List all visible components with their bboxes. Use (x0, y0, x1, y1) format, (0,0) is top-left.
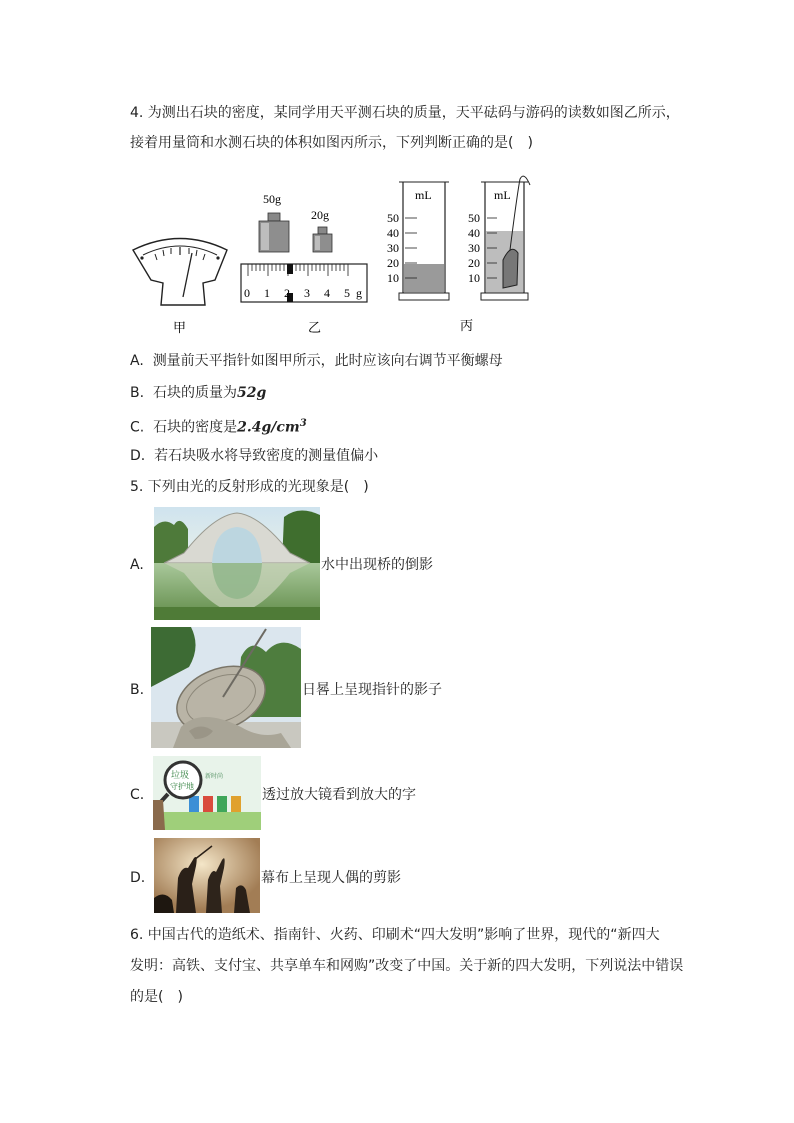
option-text: 石块的质量为 (152, 385, 237, 401)
q5-option-b-letter: B. (130, 682, 145, 698)
q5-option-c-letter: C. (130, 787, 145, 803)
option-math: 52g (236, 385, 267, 401)
magnifier-sign-text-2: 守护地 (170, 782, 194, 791)
cylinder1-tick-20: 20 (387, 256, 399, 270)
ruler-tick-5: 5 (344, 286, 350, 300)
weight-20g-label: 20g (311, 208, 329, 222)
q5-option-d-letter: D. (130, 870, 146, 886)
q5-stem: 5. 下列由光的反射形成的光现象是( ) (130, 479, 369, 495)
cylinder1-tick-30: 30 (387, 241, 399, 255)
q4-option-d (130, 446, 378, 466)
option-text: 测量前天平指针如图甲所示，此时应该向右调节平衡螺母 (152, 353, 503, 369)
figure-label-jia: 甲 (173, 320, 187, 335)
q6-stem-line1: 6. 中国古代的造纸术、指南针、火药、印刷术“四大发明”影响了世界，现代的“新四大 (130, 927, 660, 943)
cylinder1-tick-50: 50 (387, 211, 399, 225)
magnifier-sign-text-1: 垃圾 (171, 770, 190, 780)
q4-option-c (130, 414, 307, 438)
option-letter: D. (130, 448, 146, 464)
ruler-tick-2: 2 (284, 286, 290, 300)
q4-option-b (130, 383, 266, 403)
q4-stem-line1: 4. 为测出石块的密度，某同学用天平测石块的质量，天平砝码与游码的读数如图乙所示， (130, 105, 680, 121)
weight-50g-label: 50g (263, 192, 281, 206)
q5-option-a-letter: A. (130, 557, 144, 573)
option-letter: B. (130, 385, 145, 401)
measuring-cylinder-water (387, 182, 449, 300)
option-letter: A. (130, 353, 144, 369)
q6-stem-line2: 发明：高铁、支付宝、共享单车和网购”改变了中国。关于新的四大发明，下列说法中错误 (130, 958, 684, 974)
cylinder2-unit: mL (494, 188, 511, 202)
option-text: 石块的密度是 (153, 419, 238, 436)
magnifier-photo (153, 756, 261, 830)
option-letter: C. (130, 419, 145, 436)
q5-option-c-caption: 透过放大镜看到放大的字 (262, 787, 416, 803)
option-math-exponent: 3 (299, 418, 307, 429)
cylinder2-tick-30: 30 (468, 241, 480, 255)
cylinder1-tick-40: 40 (387, 226, 399, 240)
q5-option-d-caption: 幕布上呈现人偶的剪影 (261, 870, 401, 886)
cylinder1-tick-10: 10 (387, 271, 399, 285)
figure-label-yi: 乙 (308, 320, 322, 335)
bridge-reflection-photo (154, 507, 320, 620)
ruler-tick-4: 4 (324, 286, 330, 300)
option-math: 2.4g/cm (237, 419, 300, 436)
ruler-tick-3: 3 (304, 286, 310, 300)
svg-text:新时尚: 新时尚 (205, 774, 224, 780)
ruler-tick-0: 0 (244, 286, 250, 300)
cylinder2-tick-50: 50 (468, 211, 480, 225)
sundial-photo (151, 627, 301, 748)
q4-option-a (130, 351, 503, 371)
q5-option-a-caption: 水中出现桥的倒影 (321, 557, 433, 573)
measuring-cylinder-with-stone (468, 176, 530, 300)
ruler-unit: g (356, 286, 362, 300)
figure-label-bing: 丙 (460, 318, 474, 333)
q6-stem-line3: 的是( ) (130, 989, 183, 1005)
cylinder1-unit: mL (415, 188, 432, 202)
option-text: 若石块吸水将导致密度的测量值偏小 (154, 448, 379, 464)
cylinder2-tick-40: 40 (468, 226, 480, 240)
cylinder2-tick-10: 10 (468, 271, 480, 285)
cylinder2-tick-20: 20 (468, 256, 480, 270)
q4-figure (125, 175, 545, 340)
shadow-puppet-photo (154, 838, 260, 913)
q4-stem-line2: 接着用量筒和水测石块的体积如图丙所示，下列判断正确的是( ) (130, 135, 533, 151)
weights-and-ruler (241, 192, 367, 302)
q5-option-b-caption: 日晷上呈现指针的影子 (302, 682, 442, 698)
ruler-tick-1: 1 (264, 286, 270, 300)
balance-pointer-dial (133, 239, 227, 306)
